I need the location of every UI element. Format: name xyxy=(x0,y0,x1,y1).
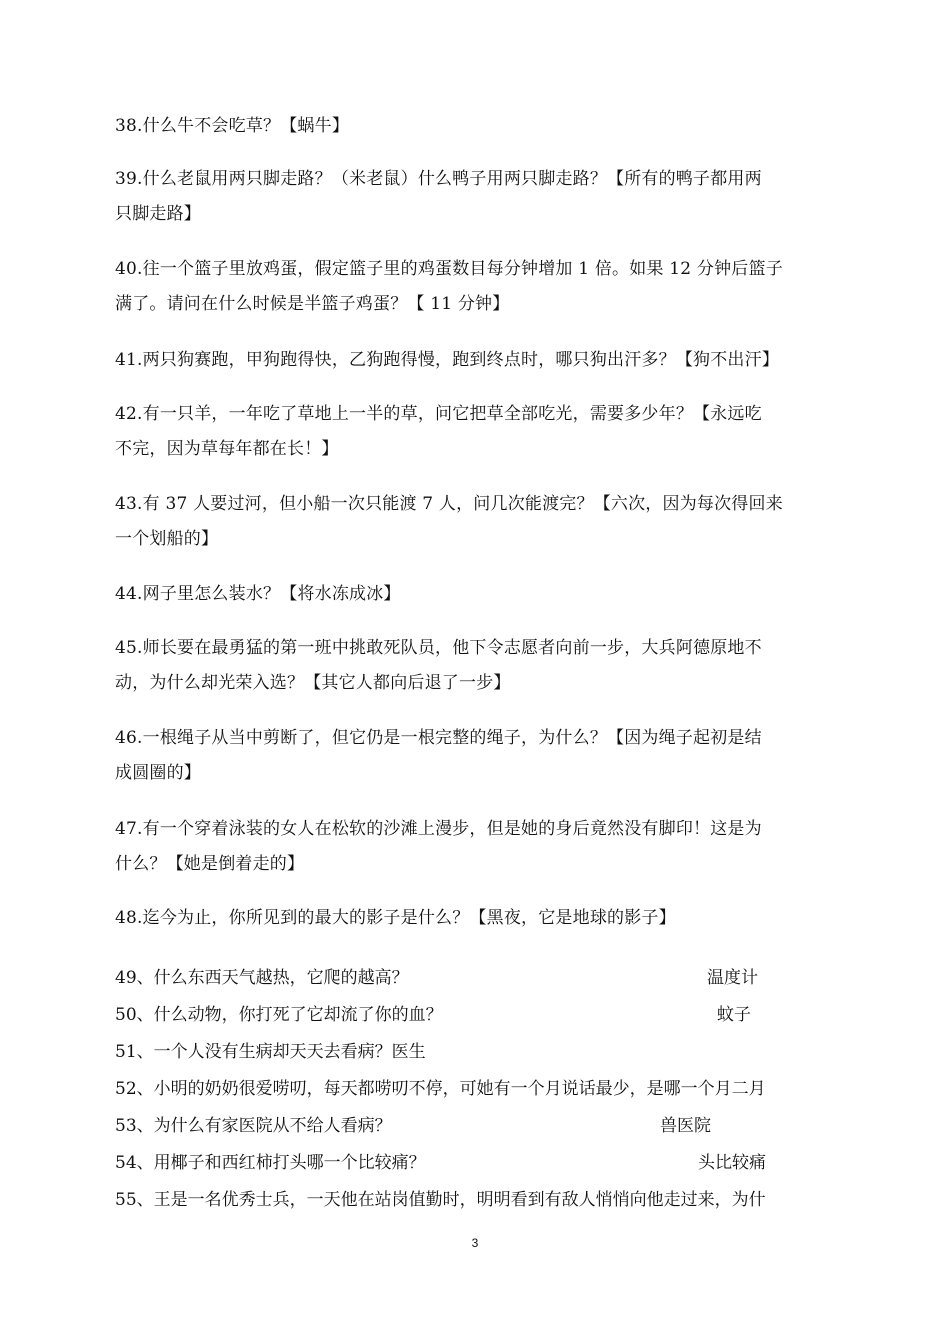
riddle-line: 什么？【她是倒着走的】 xyxy=(115,854,305,874)
qa-row-53 xyxy=(115,1108,840,1145)
riddle-line: 42.有一只羊，一年吃了草地上一半的草，问它把草全部吃光，需要多少年？【永远吃 xyxy=(115,404,762,424)
qa-row-54 xyxy=(115,1145,840,1182)
riddle-line: 48.迄今为止，你所见到的最大的影子是什么？【黑夜，它是地球的影子】 xyxy=(115,908,676,928)
riddle-line: 动，为什么却光荣入选？【其它人都向后退了一步】 xyxy=(115,673,511,693)
qa-row-49 xyxy=(115,960,840,997)
answer-text: 温度计 xyxy=(707,968,758,988)
qa-row-55 xyxy=(115,1182,840,1219)
qa-row-51 xyxy=(115,1034,840,1071)
riddle-41 xyxy=(115,343,840,378)
riddle-46 xyxy=(115,721,840,791)
question-text: 55、王是一名优秀士兵，一天他在站岗值勤时，明明看到有敌人悄悄向他走过来，为什 xyxy=(115,1190,766,1210)
riddle-39 xyxy=(115,162,840,232)
riddle-38 xyxy=(115,109,840,144)
answer-text: 头比较痛 xyxy=(698,1153,766,1173)
riddle-line: 39.什么老鼠用两只脚走路？（米老鼠）什么鸭子用两只脚走路？【所有的鸭子都用两 xyxy=(115,169,762,189)
question-text: 52、小明的奶奶很爱唠叨，每天都唠叨不停，可她有一个月说话最少，是哪一个月二月 xyxy=(115,1079,766,1099)
qa-row-50 xyxy=(115,997,840,1034)
answer-text: 兽医院 xyxy=(660,1116,711,1136)
riddle-line: 一个划船的】 xyxy=(115,529,219,549)
riddle-line: 不完，因为草每年都在长！】 xyxy=(115,439,339,459)
riddle-line: 45.师长要在最勇猛的第一班中挑敢死队员，他下令志愿者向前一步，大兵阿德原地不 xyxy=(115,638,762,658)
qa-row-52 xyxy=(115,1071,840,1108)
riddle-line: 成圆圈的】 xyxy=(115,763,201,783)
riddle-43 xyxy=(115,487,840,557)
riddle-line: 只脚走路】 xyxy=(115,204,201,224)
riddle-42 xyxy=(115,397,840,467)
riddle-40 xyxy=(115,252,840,322)
riddle-line: 40.往一个篮子里放鸡蛋，假定篮子里的鸡蛋数目每分钟增加 1 倍。如果 12 分钟后篮子 xyxy=(115,259,783,279)
riddle-line: 38.什么牛不会吃草？【蜗牛】 xyxy=(115,116,350,136)
riddle-line: 43.有 37 人要过河，但小船一次只能渡 7 人，问几次能渡完？【六次，因为每次得回来 xyxy=(115,494,783,514)
question-text: 50、什么动物，你打死了它却流了你的血？ xyxy=(115,1005,443,1025)
riddle-line: 46.一根绳子从当中剪断了，但它仍是一根完整的绳子，为什么？【因为绳子起初是结 xyxy=(115,728,762,748)
riddle-44 xyxy=(115,577,840,612)
riddle-48 xyxy=(115,901,840,936)
riddle-line: 47.有一个穿着泳装的女人在松软的沙滩上漫步，但是她的身后竟然没有脚印！这是为 xyxy=(115,819,762,839)
riddle-line: 41.两只狗赛跑，甲狗跑得快，乙狗跑得慢，跑到终点时，哪只狗出汗多？【狗不出汗】 xyxy=(115,350,780,370)
riddle-47 xyxy=(115,812,840,882)
page-number: 3 xyxy=(471,1236,479,1250)
riddle-line: 满了。请问在什么时候是半篮子鸡蛋？【 11 分钟】 xyxy=(115,294,510,314)
question-text: 49、什么东西天气越热，它爬的越高？ xyxy=(115,968,409,988)
riddle-line: 44.网子里怎么装水？【将水冻成冰】 xyxy=(115,584,401,604)
question-text: 53、为什么有家医院从不给人看病？ xyxy=(115,1116,392,1136)
question-text: 51、一个人没有生病却天天去看病？医生 xyxy=(115,1042,426,1062)
riddle-45 xyxy=(115,631,840,701)
answer-text: 蚊子 xyxy=(717,1005,751,1025)
question-text: 54、用椰子和西红柿打头哪一个比较痛？ xyxy=(115,1153,426,1173)
